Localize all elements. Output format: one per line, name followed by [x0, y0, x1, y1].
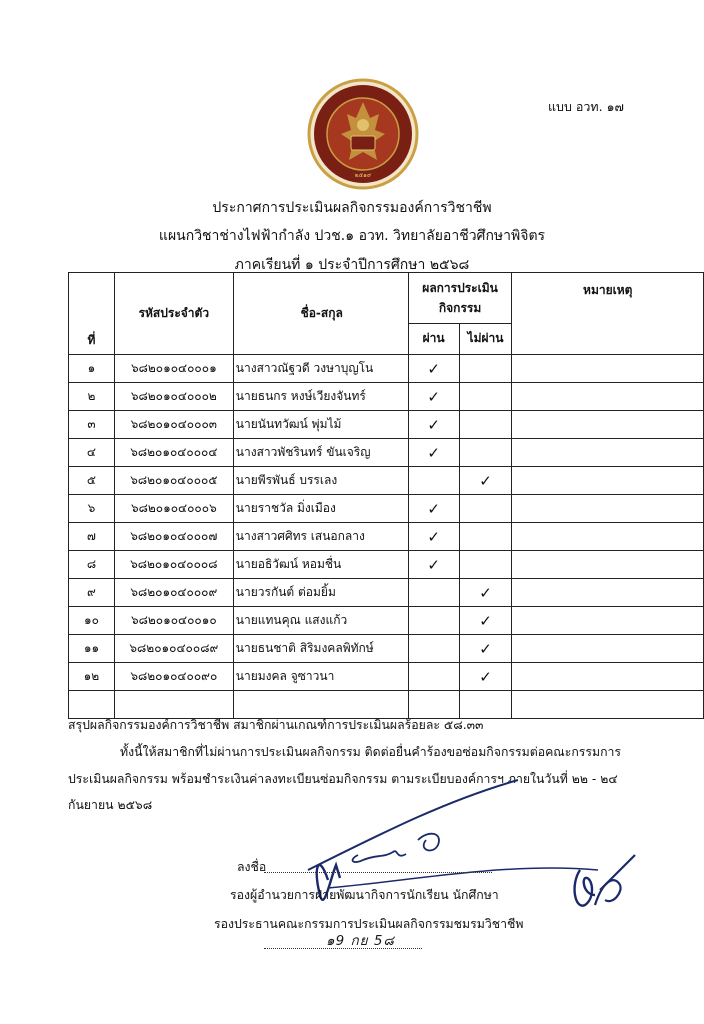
- row-name: นายอธิวัฒน์ หอมชื่น: [233, 551, 408, 579]
- row-number: ๔: [69, 439, 115, 467]
- row-pass: ✓: [408, 523, 459, 551]
- row-name: นายนันทวัฒน์ พุ่มไม้: [233, 411, 408, 439]
- row-note: [512, 523, 704, 551]
- row-fail: [459, 439, 512, 467]
- table-row: [69, 411, 704, 439]
- row-note: [512, 467, 704, 495]
- row-number: ๑๐: [69, 607, 115, 635]
- row-number: ๕: [69, 467, 115, 495]
- row-name: นายธนกร หงษ์เวียงจันทร์: [233, 383, 408, 411]
- row-name: นายวรกันต์ ต่อมยิ้ม: [233, 579, 408, 607]
- signer-position-1: รองผู้อำนวยการฝ่ายพัฒนากิจการนักเรียน นักศึกษา: [230, 888, 499, 902]
- row-note: [512, 635, 704, 663]
- title-line-2: แผนกวิชาช่างไฟฟ้ากำลัง ปวช.๑ อวท. วิทยาลัยอาชีวศึกษาพิจิตร: [158, 228, 546, 244]
- title-line-3: ภาคเรียนที่ ๑ ประจำปีการศึกษา ๒๕๖๘: [234, 257, 470, 273]
- signature-line: [264, 872, 492, 873]
- svg-text:๒๕๑๙: ๒๕๑๙: [354, 172, 372, 179]
- row-fail: [459, 355, 512, 383]
- row-fail: [459, 551, 512, 579]
- row-name: นางสาวพัชรินทร์ ขันเจริญ: [233, 439, 408, 467]
- row-note: [512, 579, 704, 607]
- table-row: [69, 523, 704, 551]
- row-student-id: ๖๘๒๐๑๐๔๐๐๐๗: [114, 523, 233, 551]
- row-number: ๑๒: [69, 663, 115, 691]
- row-student-id: ๖๘๒๐๑๐๔๐๐๙๐: [114, 663, 233, 691]
- table-row: [69, 439, 704, 467]
- row-fail: ✓: [459, 607, 512, 635]
- row-fail: ✓: [459, 467, 512, 495]
- initial-signature: [565, 850, 640, 920]
- row-number: ๙: [69, 579, 115, 607]
- header-student-id: รหัสประจำตัว: [114, 273, 233, 355]
- row-student-id: ๖๘๒๐๑๐๔๐๐๐๖: [114, 495, 233, 523]
- row-number: ๒: [69, 383, 115, 411]
- row-fail: ✓: [459, 663, 512, 691]
- row-pass: ✓: [408, 495, 459, 523]
- row-pass: ✓: [408, 355, 459, 383]
- row-number: ๘: [69, 551, 115, 579]
- row-number: ๗: [69, 523, 115, 551]
- row-pass: [408, 607, 459, 635]
- summary-text: สรุปผลกิจกรรมองค์การวิชาชีพ สมาชิกผ่านเกณฑ์การประเมินผลร้อยละ ๕๘.๓๓: [68, 718, 484, 732]
- blank-cell: [459, 691, 512, 719]
- row-student-id: ๖๘๒๐๑๐๔๐๐๐๑: [114, 355, 233, 383]
- row-name: นายธนชาติ สิริมงคลพิทักษ์: [233, 635, 408, 663]
- signer-position-2: รองประธานคณะกรรมการประเมินผลกิจกรรมชมรมวิชาชีพ: [214, 917, 524, 931]
- row-note: [512, 411, 704, 439]
- row-note: [512, 551, 704, 579]
- blank-cell: [408, 691, 459, 719]
- row-student-id: ๖๘๒๐๑๐๔๐๐๑๐: [114, 607, 233, 635]
- row-pass: ✓: [408, 439, 459, 467]
- row-fail: ✓: [459, 635, 512, 663]
- table-row-blank: [69, 691, 704, 719]
- table-row: [69, 355, 704, 383]
- table-body: [69, 355, 704, 719]
- logo-seal: [307, 78, 419, 190]
- table-row: [69, 607, 704, 635]
- sign-label: ลงชื่อ: [237, 860, 267, 874]
- blank-cell: [233, 691, 408, 719]
- row-fail: [459, 495, 512, 523]
- row-note: [512, 383, 704, 411]
- row-pass: [408, 635, 459, 663]
- row-student-id: ๖๘๒๐๑๐๔๐๐๐๕: [114, 467, 233, 495]
- table-row: [69, 579, 704, 607]
- row-note: [512, 495, 704, 523]
- row-pass: ✓: [408, 383, 459, 411]
- notice-line-2: ประเมินผลกิจกรรม พร้อมชำระเงินค่าลงทะเบียนซ่อมกิจกรรม ตามระเบียบองค์การฯ ภายในวันที่ ๒๒ - ๒๔: [68, 772, 618, 786]
- row-name: นางสาวศศิทร เสนอกลาง: [233, 523, 408, 551]
- table-row: [69, 467, 704, 495]
- signature-date: ๑9 กย 5๘: [326, 933, 395, 949]
- row-note: [512, 355, 704, 383]
- header-pass: ผ่าน: [408, 323, 459, 354]
- row-name: นายพีรพันธ์ บรรเลง: [233, 467, 408, 495]
- row-student-id: ๖๘๒๐๑๐๔๐๐๐๘: [114, 551, 233, 579]
- row-fail: ✓: [459, 579, 512, 607]
- row-pass: [408, 663, 459, 691]
- table-row: [69, 495, 704, 523]
- row-student-id: ๖๘๒๐๑๐๔๐๐๐๙: [114, 579, 233, 607]
- header-result: ผลการประเมิน กิจกรรม: [408, 273, 512, 324]
- blank-cell: [69, 691, 115, 719]
- row-note: [512, 439, 704, 467]
- row-pass: ✓: [408, 411, 459, 439]
- row-note: [512, 607, 704, 635]
- row-name: นายมงคล จูซาวนา: [233, 663, 408, 691]
- blank-cell: [512, 691, 704, 719]
- table-row: [69, 635, 704, 663]
- row-pass: [408, 467, 459, 495]
- row-fail: [459, 383, 512, 411]
- table-header-row: [69, 273, 704, 324]
- row-number: ๑๑: [69, 635, 115, 663]
- row-student-id: ๖๘๒๐๑๐๔๐๐๐๔: [114, 439, 233, 467]
- notice-line-3: กันยายน ๒๕๖๘: [68, 798, 153, 812]
- row-student-id: ๖๘๒๐๑๐๔๐๐๐๓: [114, 411, 233, 439]
- row-pass: [408, 579, 459, 607]
- header-name: ชื่อ-สกุล: [233, 273, 408, 355]
- row-name: นายราชวัล มิ่งเมือง: [233, 495, 408, 523]
- row-fail: [459, 523, 512, 551]
- row-student-id: ๖๘๒๐๑๐๔๐๐๘๙: [114, 635, 233, 663]
- table-row: [69, 551, 704, 579]
- row-pass: ✓: [408, 551, 459, 579]
- notice-line-1: ทั้งนี้ให้สมาชิกที่ไม่ผ่านการประเมินผลกิจกรรม ติดต่อยื่นคำร้องขอซ่อมกิจกรรมต่อคณะกรรมการ: [120, 745, 622, 759]
- header-no: ที่: [69, 273, 115, 355]
- row-number: ๑: [69, 355, 115, 383]
- row-number: ๖: [69, 495, 115, 523]
- blank-cell: [114, 691, 233, 719]
- table-row: [69, 663, 704, 691]
- row-number: ๓: [69, 411, 115, 439]
- row-fail: [459, 411, 512, 439]
- header-note: หมายเหตุ: [512, 273, 704, 355]
- row-name: นางสาวณัฐวดี วงษาบุญโน: [233, 355, 408, 383]
- student-table: [68, 272, 704, 719]
- form-code: แบบ อวท. ๑๗: [548, 99, 624, 114]
- header-fail: ไม่ผ่าน: [459, 323, 512, 354]
- row-note: [512, 663, 704, 691]
- row-name: นายแทนคุณ แสงแก้ว: [233, 607, 408, 635]
- row-student-id: ๖๘๒๐๑๐๔๐๐๐๒: [114, 383, 233, 411]
- title-line-1: ประกาศการประเมินผลกิจกรรมองค์การวิชาชีพ: [212, 200, 492, 216]
- table-row: [69, 383, 704, 411]
